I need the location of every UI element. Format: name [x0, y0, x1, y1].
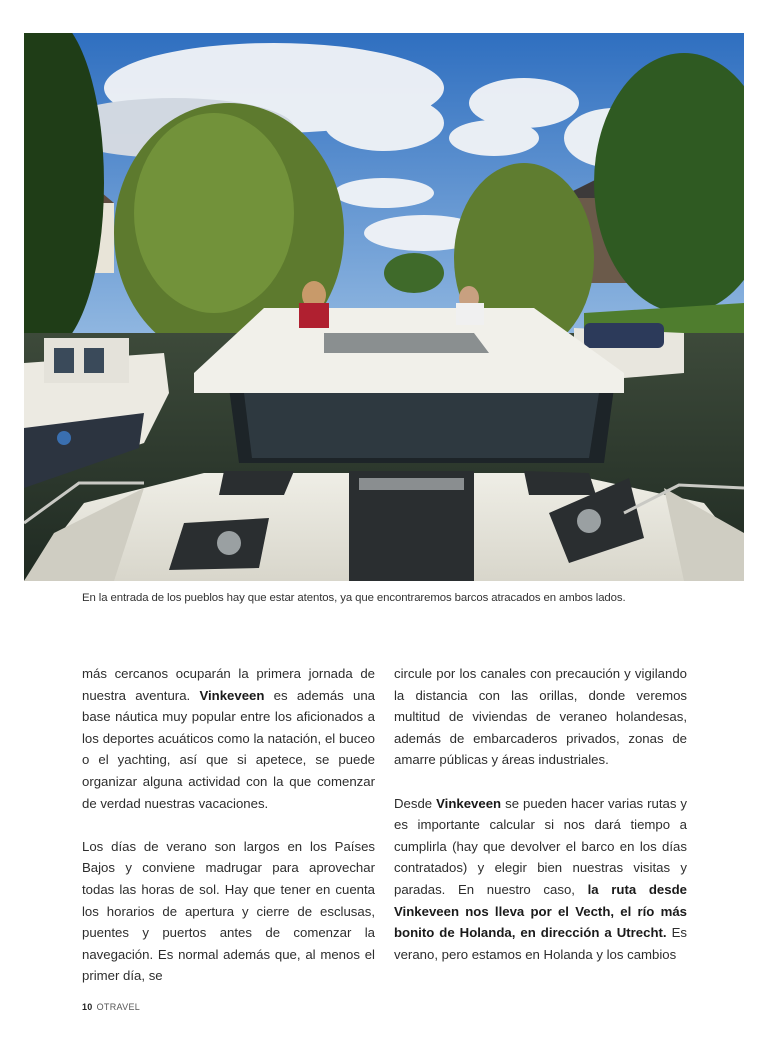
text-run: Los días de verano son largos en los Países Bajos y conviene madrugar para aprovechar todas las horas de sol. Hay que tener en cuenta los horarios de apertura y cierre de esclusas, puentes y puertos antes de comenzar la navegación. Es normal además que, al menos el primer día, se: [82, 838, 375, 984]
bold-text: Vinkeveen: [199, 687, 265, 703]
article-photo: [24, 33, 744, 581]
bold-text: Vinkeveen: [436, 795, 502, 811]
magazine-name: OTRAVEL: [96, 1002, 141, 1012]
paragraph: [394, 663, 687, 771]
page-folio: [82, 1002, 140, 1012]
paragraph: [394, 793, 687, 966]
text-run: Desde: [394, 795, 437, 811]
text-run: circule por los canales con precaución y vigilando la distancia con las orillas, donde veremos multitud de viviendas de veraneo holandesas, además de embarcaderos privados, zonas de amarre públicas y áreas industriales.: [394, 666, 687, 768]
photo-caption: En la entrada de los pueblos hay que estar atentos, ya que encontraremos barcos atracados en ambos lados.: [82, 592, 626, 604]
article-column-left: [82, 663, 375, 1009]
text-run: más cercanos ocuparán la primera jornada de nuestra aventura.: [82, 666, 375, 703]
paragraph: [82, 836, 375, 987]
bold-text: la ruta desde Vinkeveen nos lleva por el Vecth, el río más bonito de Holanda, en dirección a Utrecht.: [394, 881, 687, 941]
text-run: Es verano, pero estamos en Holanda y los cambios: [394, 925, 687, 962]
article-column-right: [394, 663, 687, 987]
text-run: se pueden hacer varias rutas y es importante calcular si nos dará tiempo a cumplirla (hay que devolver el barco en los días contratados) y elegir bien nuestras visitas y paradas. En nuestro caso,: [394, 795, 687, 897]
paragraph: [82, 663, 375, 814]
text-run: es además una base náutica muy popular entre los aficionados a los deportes acuáticos como la natación, el buceo o el yachting, así que si apetece, se puede organizar alguna actividad con la que comenzar de verdad nuestras vacaciones.: [82, 687, 375, 811]
page-number: 10: [82, 1002, 93, 1012]
